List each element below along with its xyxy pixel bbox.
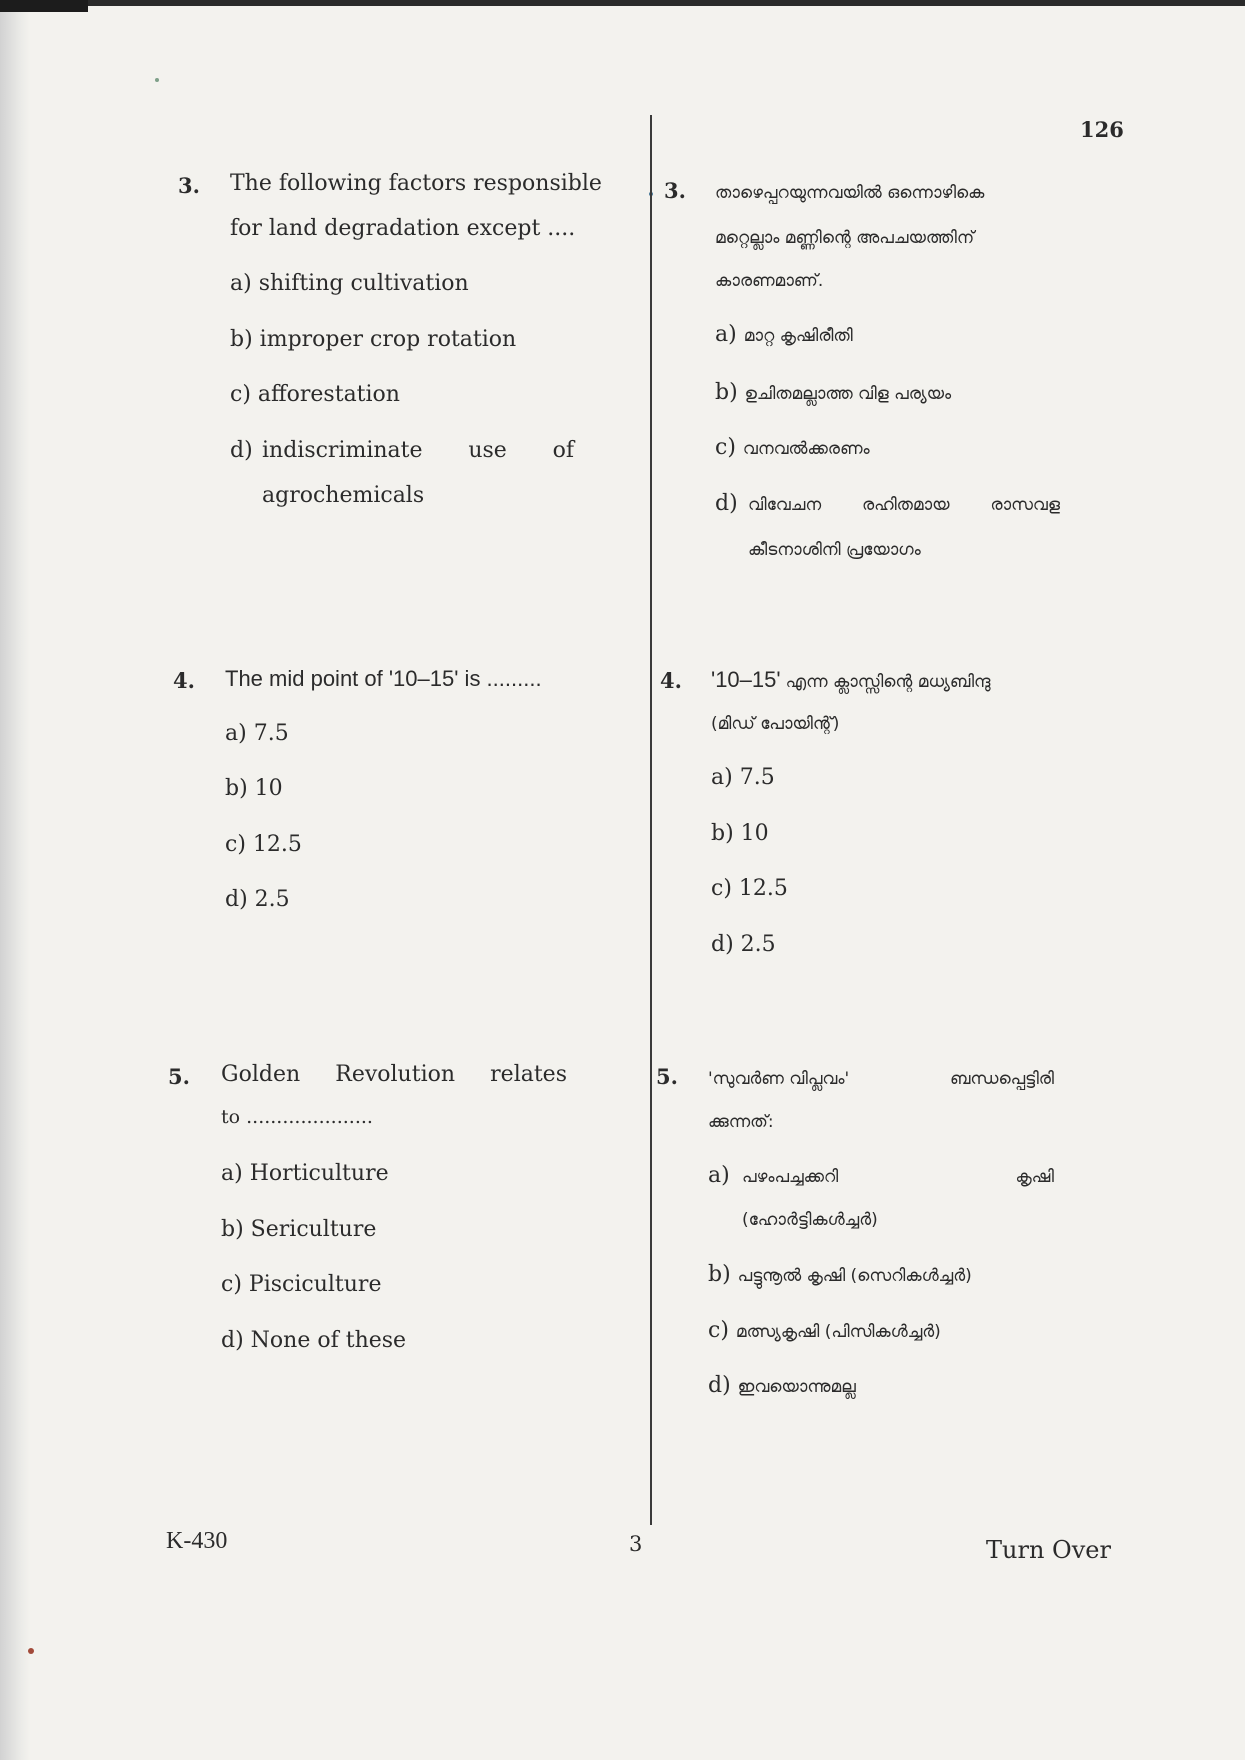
option-label: b)	[708, 1262, 731, 1287]
question-text: ക്കുന്നത്:	[708, 1112, 774, 1132]
question-number: 3.	[664, 178, 686, 203]
option-text: പട്ടുനൂൽ കൃഷി (സെറികൾച്ചർ)	[737, 1266, 972, 1286]
option-text: afforestation	[257, 382, 400, 407]
option-word: use	[468, 438, 507, 463]
question-word: Golden	[221, 1062, 301, 1087]
question-text: The following factors responsible	[230, 171, 602, 196]
option-text: shifting cultivation	[258, 271, 469, 296]
option-a	[225, 721, 289, 746]
option-b	[225, 776, 283, 801]
question-number: 4.	[660, 668, 682, 693]
option-label: b)	[230, 327, 253, 352]
option-word: പഴംപച്ചക്കറി	[742, 1167, 839, 1187]
question-number: 4.	[173, 668, 195, 693]
option-c	[715, 435, 870, 460]
option-text: 10	[740, 821, 769, 846]
option-label: c)	[711, 876, 732, 901]
option-text: 7.5	[253, 721, 289, 746]
option-label: b)	[225, 776, 248, 801]
page-number: 126	[1080, 117, 1124, 142]
question-number: 3.	[178, 173, 200, 198]
option-c	[708, 1318, 941, 1343]
option-word: രാസവള	[990, 495, 1060, 515]
question-text: മറ്റെല്ലാം മണ്ണിന്റെ അപചയത്തിന്	[715, 228, 975, 248]
option-label: a)	[221, 1161, 243, 1186]
option-text: 12.5	[738, 876, 788, 901]
question-number: 5.	[168, 1064, 190, 1089]
option-d	[221, 1328, 406, 1353]
option-d	[225, 887, 290, 912]
option-c	[230, 382, 400, 407]
option-text: 10	[254, 776, 283, 801]
turn-over-label: Turn Over	[986, 1536, 1111, 1564]
option-a	[221, 1161, 389, 1186]
question-text	[221, 1062, 567, 1087]
option-text: മാറ്റ കൃഷിരീതി	[743, 326, 853, 346]
question-number: 5.	[656, 1064, 678, 1089]
option-text: 2.5	[740, 932, 776, 957]
option-b	[711, 821, 769, 846]
option-word: of	[552, 438, 574, 463]
question-word: Revolution	[335, 1062, 456, 1087]
option-b	[715, 380, 951, 405]
scan-top-border	[0, 0, 1245, 6]
question-word: 'സുവർണ വിപ്ലവം'	[708, 1069, 850, 1089]
option-label: a)	[225, 721, 247, 746]
option-label: c)	[708, 1318, 729, 1343]
question-word: relates	[490, 1062, 567, 1087]
option-text: വനവൽക്കരണം	[742, 439, 870, 459]
option-d	[711, 932, 776, 957]
option-word: കൃഷി	[1015, 1167, 1054, 1187]
option-label: d)	[711, 932, 734, 957]
option-d	[708, 1373, 856, 1398]
option-word: indiscriminate	[262, 438, 423, 463]
option-text: (ഹോർട്ടികൾച്ചർ)	[742, 1210, 878, 1230]
option-text: agrochemicals	[262, 483, 425, 508]
paper-code: K-430	[166, 1528, 228, 1554]
option-text: കീടനാശിനി പ്രയോഗം	[748, 540, 921, 560]
question-text: to .....................	[221, 1106, 373, 1128]
column-divider	[650, 115, 652, 1525]
option-word: രഹിതമായ	[861, 495, 950, 515]
option-word: വിവേചന	[748, 495, 822, 515]
option-text: മത്സ്യകൃഷി (പിസികൾച്ചർ)	[735, 1322, 941, 1342]
option-d-label: d)	[230, 438, 253, 463]
question-text	[708, 1069, 1054, 1089]
option-text: 2.5	[254, 887, 290, 912]
question-word: ബന്ധപ്പെട്ടിരി	[949, 1069, 1054, 1089]
option-label: c)	[221, 1272, 242, 1297]
option-a	[715, 322, 853, 347]
option-a	[742, 1167, 1054, 1187]
question-text: for land degradation except ....	[230, 216, 576, 241]
option-text: ഉചിതമല്ലാത്ത വിള പര്യയം	[744, 384, 952, 404]
option-label: b)	[715, 380, 738, 405]
option-label: a)	[711, 765, 733, 790]
question-text: താഴെപ്പറയുന്നവയിൽ ഒന്നൊഴികെ	[715, 183, 985, 203]
option-c	[225, 832, 302, 857]
option-text: 7.5	[739, 765, 775, 790]
option-d-label: d)	[715, 491, 738, 516]
scan-shadow	[0, 0, 30, 1760]
option-label: c)	[225, 832, 246, 857]
option-label: c)	[715, 435, 736, 460]
option-b	[221, 1217, 376, 1242]
option-d	[748, 495, 1060, 515]
option-c	[711, 876, 788, 901]
scan-top-corner	[0, 0, 88, 12]
footer-page-number: 3	[629, 1532, 643, 1556]
option-label: b)	[221, 1217, 244, 1242]
option-label: d)	[708, 1373, 731, 1398]
question-text: കാരണമാണ്.	[715, 271, 824, 291]
question-text: The mid point of '10–15' is .........	[225, 666, 542, 691]
option-label: a)	[715, 322, 737, 347]
option-text: Pisciculture	[248, 1272, 382, 1297]
option-text: Horticulture	[249, 1161, 389, 1186]
option-c	[221, 1272, 381, 1297]
option-label: c)	[230, 382, 251, 407]
scan-speck	[28, 1648, 34, 1654]
option-text: 12.5	[252, 832, 302, 857]
question-text: (മിഡ് പോയിന്റ്)	[711, 714, 840, 734]
question-text	[711, 667, 990, 693]
question-text-ml: എന്ന ക്ലാസ്സിന്റെ മധ്യബിന്ദു	[785, 672, 991, 692]
scan-speck	[155, 78, 159, 82]
option-label: b)	[711, 821, 734, 846]
option-d	[262, 438, 574, 463]
option-text: None of these	[250, 1328, 407, 1353]
option-label: d)	[225, 887, 248, 912]
option-label: d)	[221, 1328, 244, 1353]
option-text: ഇവയൊന്നുമല്ല	[737, 1377, 856, 1397]
question-range: '10–15'	[711, 667, 781, 692]
option-a	[711, 765, 775, 790]
option-b	[230, 327, 516, 352]
option-a	[230, 271, 469, 296]
option-text: Sericulture	[250, 1217, 377, 1242]
option-a-label: a)	[708, 1163, 730, 1188]
option-text: improper crop rotation	[259, 327, 517, 352]
option-b	[708, 1262, 972, 1287]
option-label: a)	[230, 271, 252, 296]
